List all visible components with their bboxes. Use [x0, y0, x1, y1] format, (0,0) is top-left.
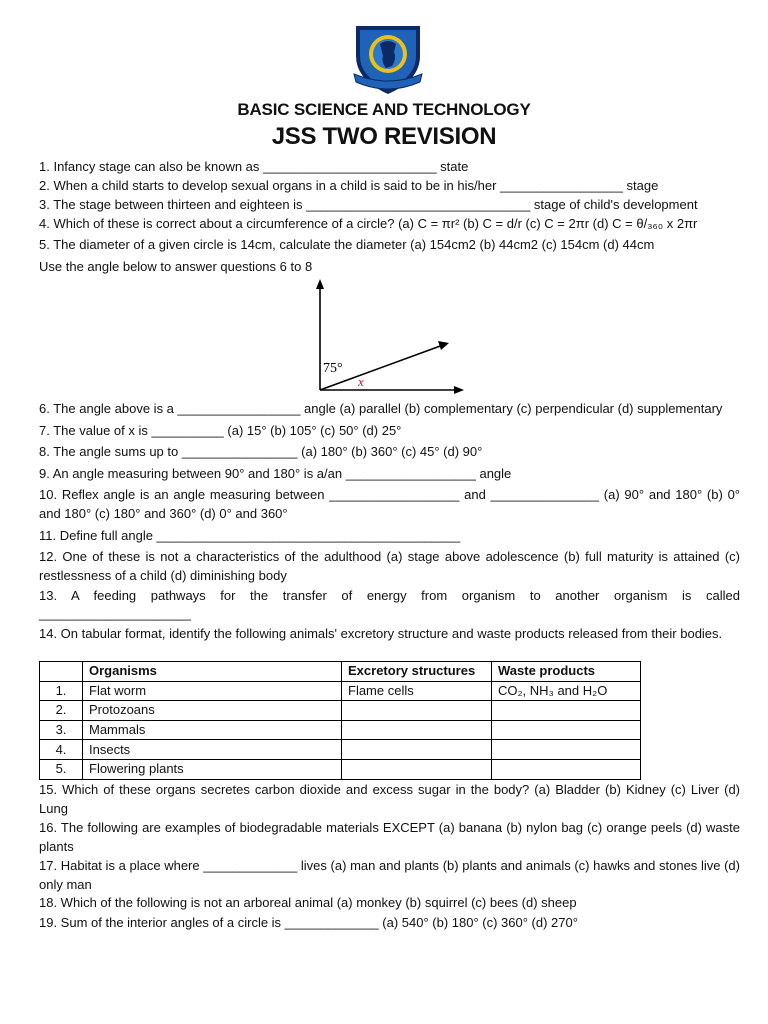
header-cell [40, 662, 83, 682]
inclined-arrowhead [438, 341, 449, 350]
organism-cell: Protozoans [83, 701, 342, 721]
structure-cell [342, 701, 492, 721]
angle-75-label: 75° [323, 361, 343, 376]
question-15: 15. Which of these organs secretes carbon dioxide and excess sugar in the body? (a) Bladder (b) Kidney (c) Liver (d) Lung [39, 782, 740, 816]
question-12: 12. One of these is not a characteristics of the adulthood (a) stage above adolescence (b) full maturity is attained (c) restlessness of a child (d) diminishing body [39, 549, 740, 583]
question-5: 5. The diameter of a given circle is 14cm, calculate the diameter (a) 154cm2 (b) 44cm2 (c) 154cm (d) 44cm [39, 237, 655, 252]
question-1: 1. Infancy stage can also be known as ________________________ state [39, 159, 469, 174]
structure-cell [342, 720, 492, 740]
waste-cell [492, 720, 641, 740]
organism-cell: Mammals [83, 720, 342, 740]
waste-cell: CO₂, NH₃ and H₂O [492, 681, 641, 701]
question-4: 4. Which of these is correct about a circumference of a circle? (a) C = πr² (b) C = d/r (c) C = 2πr (d) C = θ/₃₆₀ x 2πr [39, 216, 698, 231]
page-title: JSS TWO REVISION [271, 123, 497, 150]
row-number: 1. [40, 681, 83, 701]
horizontal-arrowhead [454, 386, 464, 394]
row-number: 4. [40, 740, 83, 760]
organism-cell: Flat worm [83, 681, 342, 701]
question-7: 7. The value of x is __________ (a) 15° (b) 105° (c) 50° (d) 25° [39, 423, 402, 438]
subject-heading: BASIC SCIENCE AND TECHNOLOGY [237, 100, 531, 119]
structure-cell: Flame cells [342, 681, 492, 701]
structure-cell [342, 759, 492, 779]
question-6: 6. The angle above is a _________________ angle (a) parallel (b) complementary (c) perpendicular (d) supplementary [39, 401, 723, 416]
angle-instruction: Use the angle below to answer questions 6 to 8 [39, 259, 313, 274]
question-19: 19. Sum of the interior angles of a circle is _____________ (a) 540° (b) 180° (c) 360° (d) 270° [39, 915, 578, 930]
header-cell: Waste products [492, 662, 641, 682]
question-2: 2. When a child starts to develop sexual organs in a child is said to be in his/her _________________ stage [39, 178, 659, 193]
waste-cell [492, 740, 641, 760]
row-number: 2. [40, 701, 83, 721]
question-8: 8. The angle sums up to ________________ (a) 180° (b) 360° (c) 45° (d) 90° [39, 444, 483, 459]
waste-cell [492, 701, 641, 721]
organism-cell: Insects [83, 740, 342, 760]
organism-cell: Flowering plants [83, 759, 342, 779]
question-13: 13. A feeding pathways for the transfer of energy from organism to another organism is called [39, 588, 740, 603]
question-13-blank: _____________________ [39, 606, 191, 621]
question-14: 14. On tabular format, identify the following animals' excretory structure and waste products released from their bodies. [39, 626, 723, 641]
table-row [40, 720, 641, 740]
header-cell: Organisms [83, 662, 342, 682]
question-17: 17. Habitat is a place where _____________ lives (a) man and plants (b) plants and animals (c) hawks and stones live (d) only man [39, 858, 740, 892]
question-10: 10. Reflex angle is an angle measuring between __________________ and _______________ (a) 90° and 180° (b) 0° and 180° (c) 180° and 360° (d) 0° and 360° [39, 487, 740, 521]
excretion-table [39, 661, 641, 780]
table-row [40, 740, 641, 760]
table-row [40, 681, 641, 701]
question-16: 16. The following are examples of biodegradable materials EXCEPT (a) banana (b) nylon bag (c) orange peels (d) waste plants [39, 820, 740, 854]
table-row [40, 701, 641, 721]
row-number: 3. [40, 720, 83, 740]
question-3: 3. The stage between thirteen and eighteen is _______________________________ stage of child's development [39, 197, 698, 212]
school-crest-logo [350, 22, 426, 96]
structure-cell [342, 740, 492, 760]
header-cell: Excretory structures [342, 662, 492, 682]
question-18: 18. Which of the following is not an arboreal animal (a) monkey (b) squirrel (c) bees (d) sheep [39, 895, 577, 910]
table-header-row [40, 662, 641, 682]
vertical-arrowhead [316, 279, 324, 289]
row-number: 5. [40, 759, 83, 779]
angle-diagram [310, 276, 470, 396]
angle-x-label: x [358, 374, 364, 389]
question-11: 11. Define full angle __________________________________________ [39, 528, 461, 543]
table-row [40, 759, 641, 779]
question-9: 9. An angle measuring between 90° and 180° is a/an __________________ angle [39, 466, 512, 481]
waste-cell [492, 759, 641, 779]
